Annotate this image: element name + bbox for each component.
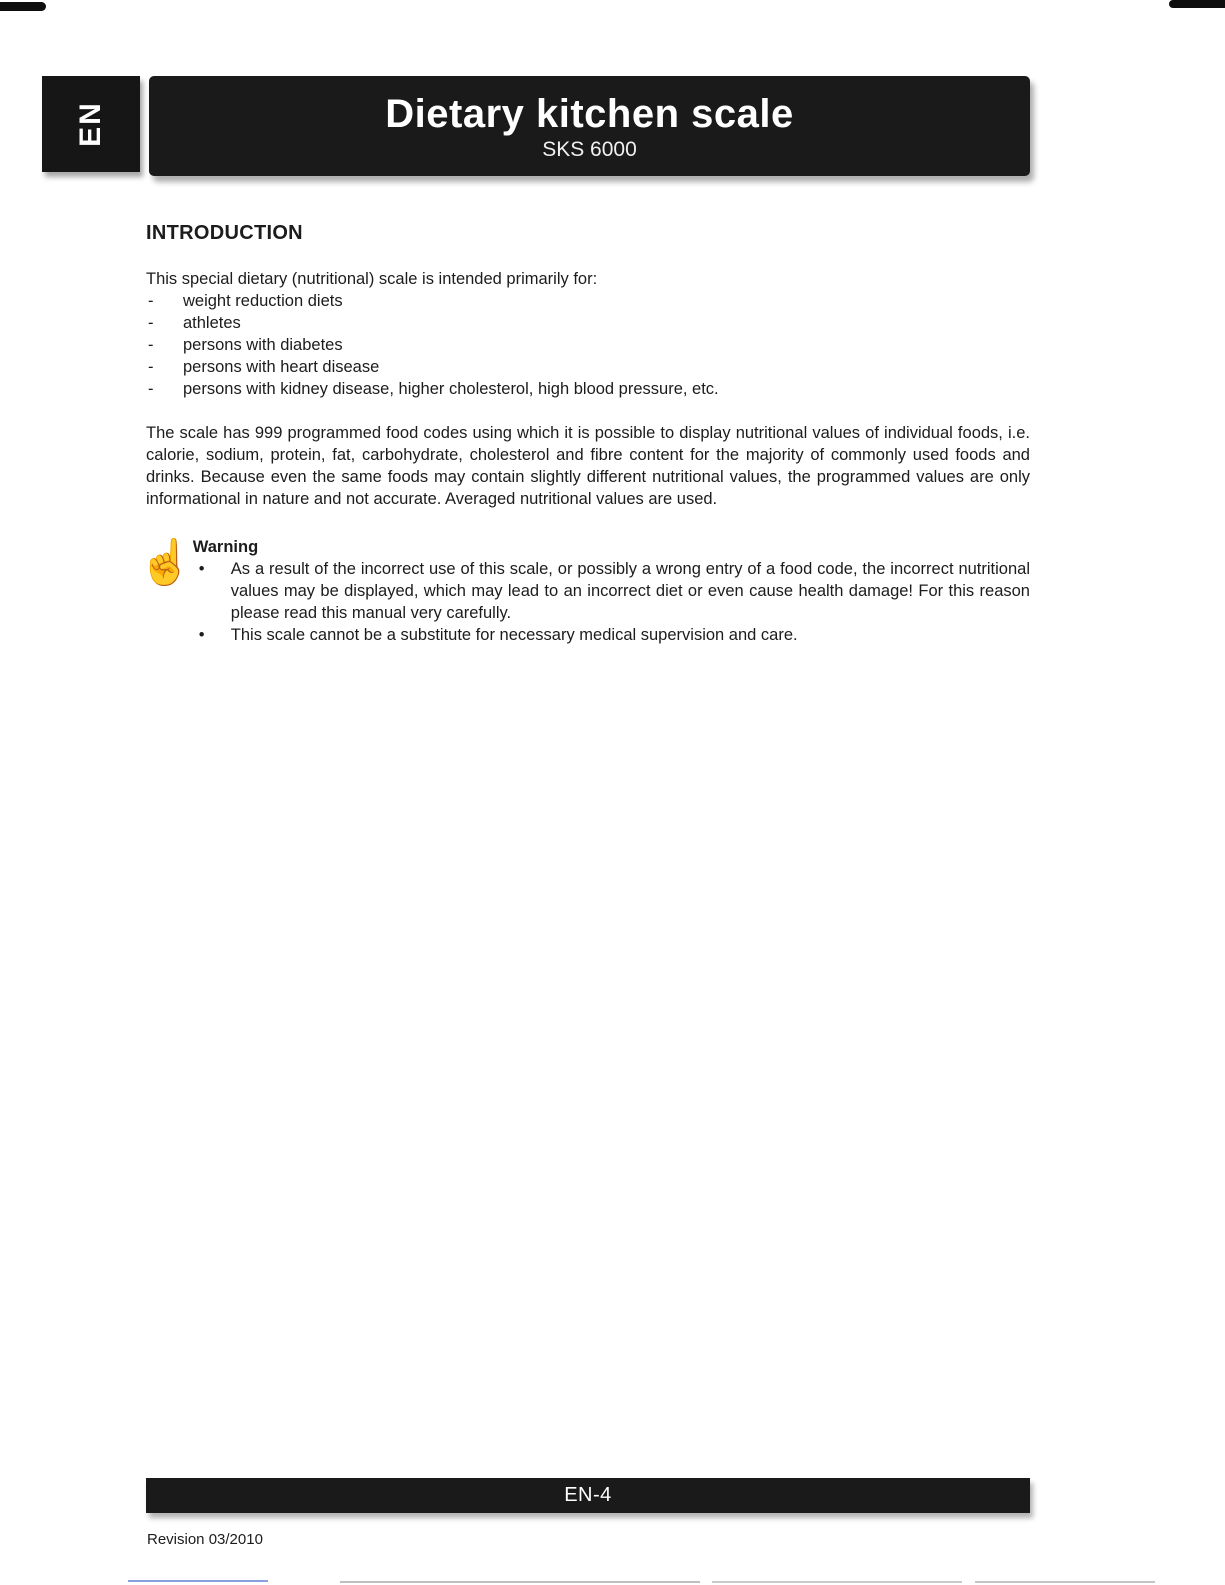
warning-heading: Warning xyxy=(192,538,259,556)
list-item: - weight reduction diets xyxy=(146,290,1030,312)
language-tab xyxy=(42,76,140,172)
product-model: SKS 6000 xyxy=(542,137,637,161)
page-number-bar xyxy=(146,1478,1030,1513)
revision-label: Revision 03/2010 xyxy=(147,1531,263,1548)
intended-use-list xyxy=(146,290,1030,400)
scan-artifact-top-left xyxy=(0,2,46,11)
list-item: - persons with heart disease xyxy=(146,356,1030,378)
page-content xyxy=(138,222,1030,646)
scan-artifact-bottom-gray xyxy=(340,1581,700,1583)
warning-body xyxy=(193,536,1030,646)
scan-artifact-bottom-gray xyxy=(712,1581,962,1583)
scan-artifact-bottom-blue xyxy=(128,1580,268,1582)
intro-lead-text: This special dietary (nutritional) scale is intended primarily for: xyxy=(146,270,598,288)
title-banner xyxy=(149,76,1030,176)
list-item: • As a result of the incorrect use of this scale, or possibly a wrong entry of a food code, the incorrect nutritional values may be displayed, which may lead to an incorrect diet or even cause health damage! For this reason please read this manual very carefully. xyxy=(193,558,1030,624)
section-heading: INTRODUCTION xyxy=(146,222,303,244)
warning-section xyxy=(138,536,1030,646)
product-title: Dietary kitchen scale xyxy=(385,91,794,136)
page-number-label: EN-4 xyxy=(564,1484,612,1506)
scan-artifact-top-right xyxy=(1169,0,1225,8)
scan-artifact-bottom-gray xyxy=(975,1581,1155,1583)
list-item: - athletes xyxy=(146,312,1030,334)
list-item: - persons with kidney disease, higher cholesterol, high blood pressure, etc. xyxy=(146,378,1030,400)
pointing-hand-icon: ☝ xyxy=(138,538,193,587)
language-label: EN xyxy=(74,101,107,147)
description-paragraph: The scale has 999 programmed food codes using which it is possible to display nutritional values of individual foods, i.e. calorie, sodium, protein, fat, carbohydrate, cholesterol and fibre content for the majority of commonly used foods and drinks. Because even the same foods may contain slightly different nutritional values, the programmed values are only informational in nature and not accurate. Averaged nutritional values are used. xyxy=(146,424,1030,508)
list-item: • This scale cannot be a substitute for necessary medical supervision and care. xyxy=(193,624,1030,646)
list-item: - persons with diabetes xyxy=(146,334,1030,356)
warning-list xyxy=(193,558,1030,646)
